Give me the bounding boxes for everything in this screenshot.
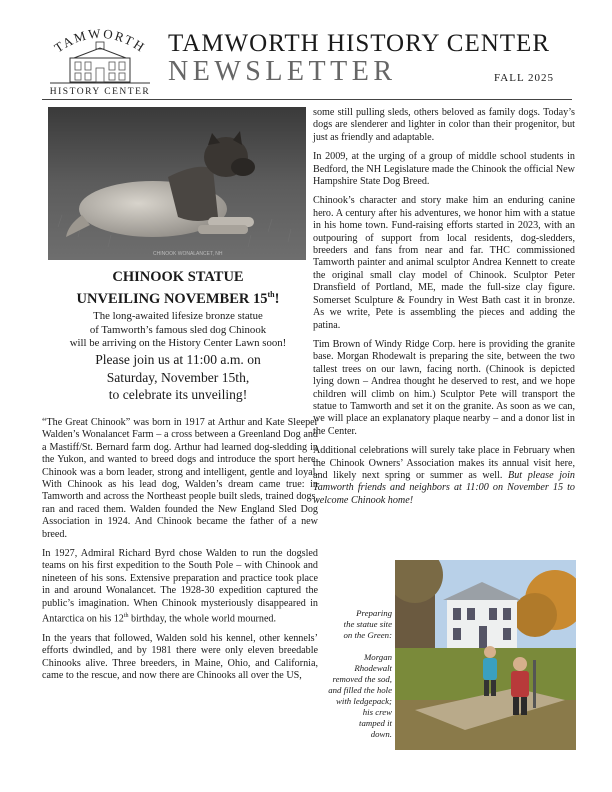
- intro-line: will be arriving on the History Center Lawn soon!: [69, 337, 287, 349]
- paragraph: Tim Brown of Windy Ridge Corp. here is providing the granite base. Morgan Rhodewalt is preparing the site, between the two tallest trees on our lawn, facing north. (Chinook is depicted lying down – Andrea thought he deserved to rest, and we hope children will climb on him.) Sculptor Pete will transport the statue to Tamworth and set it on the granite. As soon as we can, we will place an explanatory plaque nearby – and a donor list in the Center.: [313, 338, 575, 437]
- paragraph: “The Great Chinook” was born in 1917 at Arthur and Kate Sleeper Walden’s Wonalancet Farm – a cross between a Greenland Dog and a Mastiff/St. Bernard farm dog. Arthur had learned dog-sledding in the Yukon, and wanted to breed dogs and introduce the sport here. Chinook was a born leader, strong and intelligent, gentle and loyal. With Chinook as his lead dog, Walden’s dream came true: in Tamworth and across the Northeast people built sleds, trained dogs, ran and raced them. Walden founded the New England Sled Dog Association in 1924. And Chinook became the father of a new breed.: [42, 417, 318, 540]
- intro-line: of Tamworth’s famous sled dog Chinook: [89, 323, 267, 336]
- logo-building-icon: [44, 22, 156, 98]
- right-column: [313, 107, 575, 514]
- paragraph: In 2009, at the urging of a group of middle school students in Bedford, the NH Legislature made the Chinook the official New Hampshire State Dog Breed.: [313, 151, 575, 188]
- closing-invitation: But please join Tamworth friends and neighbors at 11:00 on November 15 to welcome Chinook home!: [313, 469, 575, 506]
- intro: [40, 310, 316, 351]
- photo-caption: Preparing the statue site on the Green: Morgan Rhodewalt removed the sod, and filled the hole with ledgepack; his crew tamped it down.: [328, 608, 392, 739]
- paragraph: Additional celebrations will surely take place in February when the Chinook Owners’ Association makes its annual visit here, and likely next spring or summer as well. But please join Tamworth friends and neighbors at 11:00 on November 15 to welcome Chinook home!: [313, 445, 575, 506]
- chinook-photo: [48, 107, 306, 260]
- masthead-subtitle: NEWSLETTER: [168, 56, 397, 87]
- headline: [44, 268, 312, 308]
- logo-top-text: TAMWORTH: [51, 25, 149, 56]
- left-column: [42, 417, 318, 690]
- site-preparation-photo: [395, 560, 576, 750]
- invitation: [44, 351, 312, 404]
- logo-bottom-text: HISTORY CENTER: [49, 87, 151, 97]
- masthead-title: TAMWORTH HISTORY CENTER: [168, 30, 550, 57]
- paragraph: Chinook’s character and story make him an enduring canine hero. A century after his adventures, we honor him with a statue in his home town. Fund-raising efforts started in 2023, with an outpouring of support from local residents, dog-sledders, breeders and fans from near and far. THC commissioned Tamworth painter and animal sculptor Andrea Kennett to create the original small clay model of Chinook. Sculptor Peter Dransfield of Portland, ME, made the full-size clay figure. Somerset Sculpture & Foundry in West Bath cast it in bronze. As we write, Pete is assembling the pieces and adding the patina.: [313, 195, 575, 331]
- paragraph: some still pulling sleds, others beloved as family dogs. Today’s dogs are slenderer and lighter in color than their progenitor, but just as friendly and adaptable.: [313, 107, 575, 143]
- invite-line: Saturday, November 15th,: [106, 369, 250, 385]
- masthead-divider: [42, 99, 572, 100]
- headline-line1: CHINOOK STATUE: [112, 269, 244, 285]
- paragraph: In 1927, Admiral Richard Byrd chose Walden to run the dogsled teams on his first expedition to the South Pole – with Chinook and nineteen of his sons. Extensive preparation and practice took place in and around Wonalancet. The 1928-30 expedition captured the public’s imagination. When Chinook mysteriously disappeared in Antarctica on his 12th birthday, the whole world mourned.: [42, 548, 318, 625]
- logo: [44, 22, 156, 98]
- issue-label: FALL 2025: [494, 72, 555, 84]
- invite-line: to celebrate its unveiling!: [108, 387, 248, 402]
- photo-caption-text: CHINOOK WONALANCET, NH: [153, 251, 223, 257]
- paragraph: In the years that followed, Walden sold his kennel, other kennels’ efforts dwindled, and by 1981 there were only eleven breedable Chinooks alive. Three breeders, in Maine, Ohio, and California, came to the rescue, and now there are Chinooks all over the US,: [42, 632, 318, 682]
- intro-line: The long-awaited lifesize bronze statue: [93, 310, 263, 322]
- invite-line: Please join us at 11:00 a.m. on: [95, 352, 261, 367]
- headline-line2: UNVEILING NOVEMBER 15th!: [76, 290, 280, 307]
